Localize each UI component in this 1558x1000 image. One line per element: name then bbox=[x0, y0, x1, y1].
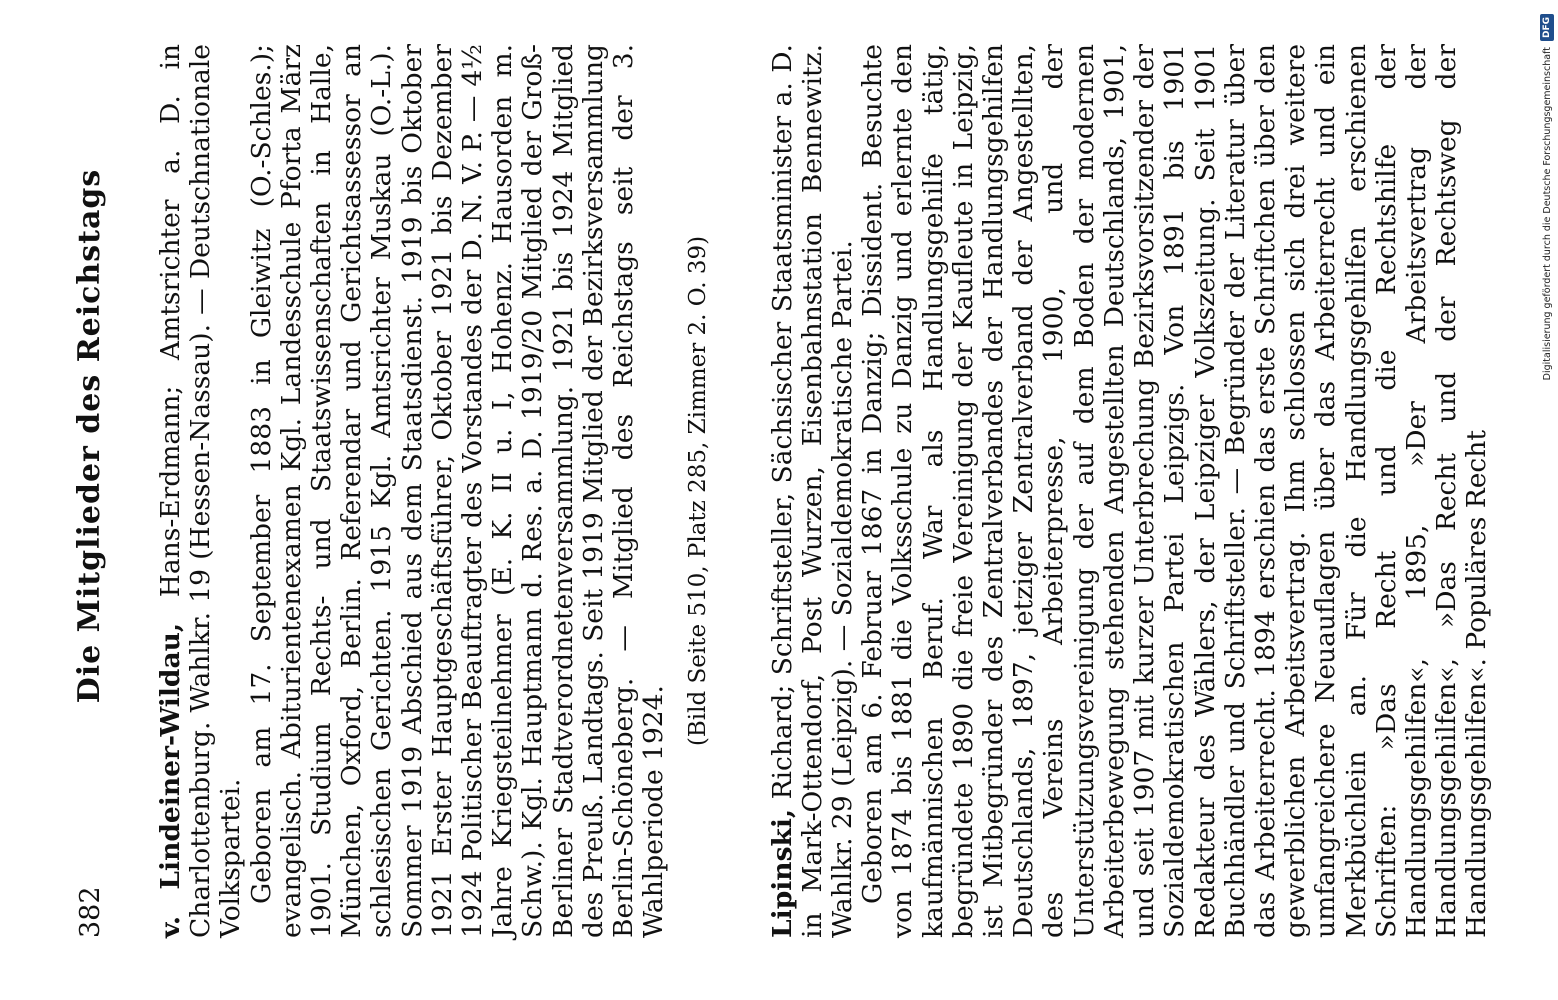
entry-name: Lipinski, bbox=[766, 808, 798, 938]
credit-text: Digitalisierung gefördert durch die Deutsche Forschungsgemeinschaft bbox=[1541, 47, 1553, 381]
entry-body: Geboren am 17. September 1883 in Gleiwitz (O.-Schles.); evangelisch. Abiturientenexamen Kgl. Landesschule Pforta März 1901. Studium Rechts- und Staatswissenschaften in Halle, München, Oxford, Berlin. Referendar und Gerichtsassessor an schlesischen Gerichten. 1915 Kgl. Amtsrichter Muskau (O.-L.). Sommer 1919 Abschied aus dem Staatsdienst. 1919 bis Oktober 1921 Erster Hauptgeschäftsführer, Oktober 1921 bis Dezember 1924 Politischer Beauftragter des Vorstandes der D. N. V. P. — 4½ Jahre Kriegsteilnehmer (E. K. II u. I, Hohenz. Hausorden m. Schw.). Kgl. Hauptmann d. Res. a. D. 1919/20 Mitglied der Groß-Berliner Stadtverordnetenversammlung. 1921 bis 1924 Mitglied des Preuß. Landtags. Seit 1919 Mitglied der Bezirksversammlung Berlin-Schöneberg. — Mitglied des Reichstags seit der 3. Wahlperiode 1924. bbox=[245, 44, 670, 938]
image-reference: (Bild Seite 510, Platz 285, Zimmer 2. O. 39) bbox=[685, 235, 712, 747]
running-head bbox=[72, 44, 116, 938]
dfg-logo: DFG bbox=[1540, 14, 1554, 41]
running-title: Die Mitglieder des Reichstags bbox=[72, 168, 107, 704]
biography-entry-lipinski bbox=[768, 44, 1493, 938]
entry-lead-text: Hans-Erdmann; Amtsrichter a. D. in Charlottenburg. Wahlkr. 19 (Hessen-Nassau). — Deutschnationale Volkspartei. bbox=[155, 44, 247, 938]
page-number: 382 bbox=[75, 886, 106, 938]
entry-name: v. Lindeiner-Wildau, bbox=[155, 622, 186, 938]
entry-lead bbox=[768, 44, 859, 938]
digitization-credit bbox=[1537, 0, 1557, 1000]
entry-lead bbox=[156, 44, 247, 938]
biography-entry-lindeiner bbox=[156, 44, 714, 938]
entry-body: Geboren am 6. Februar 1867 in Danzig; Dissident. Besuchte von 1874 bis 1881 die Volksschule zu Danzig und erlernte den kaufmännischen Beruf. War als Handlungsgehilfe tätig, begründete 1890 die freie Vereinigung der Kaufleute in Leipzig, ist Mitbegründer des Zentralverbandes der Handlungsgehilfen Deutschlands, 1897, jetziger Zentralverband der Angestellten, des Vereins Arbeiterpresse, 1900, und der Unterstützungsvereinigung der auf dem Boden der modernen Arbeiterbewegung stehenden Angestellten Deutschlands, 1901, und seit 1907 mit kurzer Unterbrechung Bezirksvorsitzender der Sozialdemokratischen Partei Leipzigs. Von 1891 bis 1901 Redakteur des Wählers, der Leipziger Volkszeitung. Seit 1901 Buchhändler und Schriftsteller. — Begründer der Literatur über das Arbeiterrecht. 1894 erschien das erste Schriftchen über den gewerblichen Arbeitsvertrag. Ihm schlossen sich drei weitere umfangreichere Neuauflagen über das Arbeiterrecht und ein Merkbüchlein an. Für die Handlungsgehilfen erschienen Schriften: »Das Recht und die Rechtshilfe der Handlungsgehilfen«, 1895, »Der Arbeitsvertrag der Handlungsgehilfen«, »Das Recht und der Rechtsweg der Handlungsgehilfen«. Populäres Recht bbox=[857, 44, 1493, 938]
entry-lead-text: Richard; Schriftsteller, Sächsischer Staatsminister a. D. in Mark-Ottendorf, Post Wurzen, Eisenbahnstation Bennewitz. Wahlkr. 29 (Leipzig). — Sozialdemokratische Partei. bbox=[766, 44, 859, 938]
